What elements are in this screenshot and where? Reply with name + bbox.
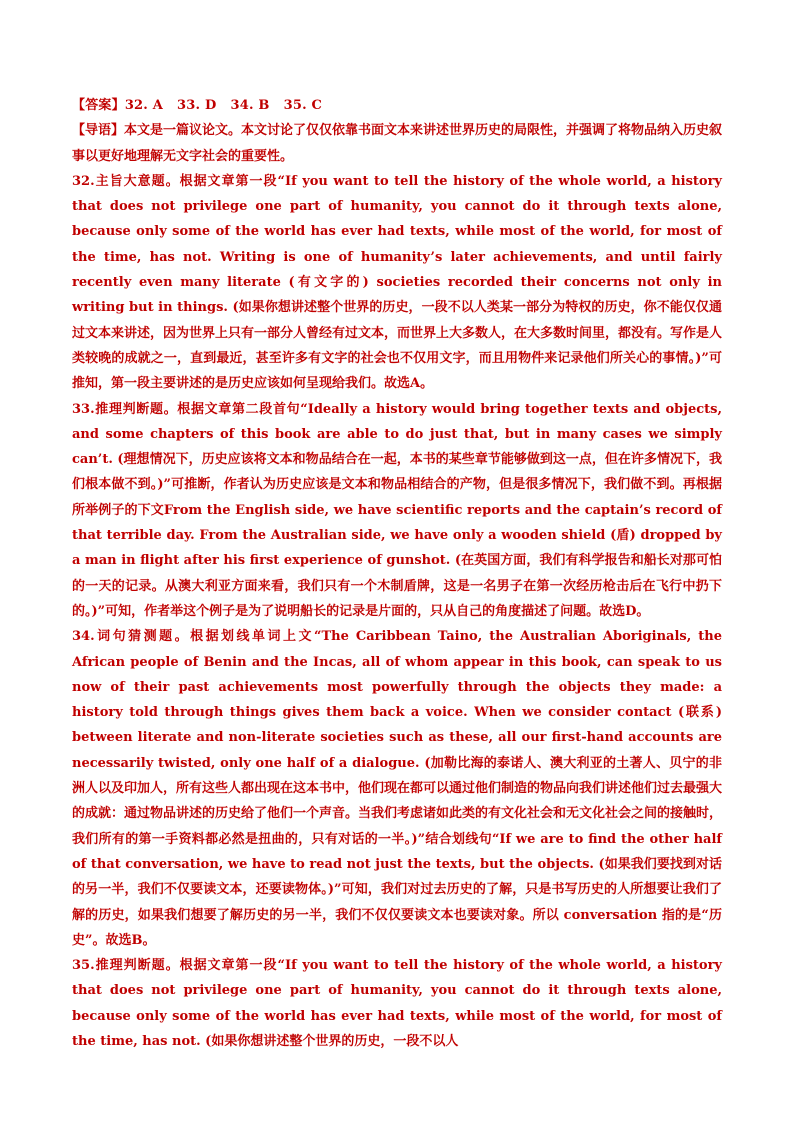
answer-explanation [72,93,722,1054]
explanation-35: 35.推理判断题。根据文章第一段“If you want to tell the history of the whole world, a history that does not privilege one part of humanity, you cannot do it through texts alone, because only some of the world has ever had texts, while most of the world, for most of the time, has not. (如果你想讲述整个世界的历史，一段不以人 [72,958,722,1049]
guide-paragraph: 【导语】本文是一篇议论文。本文讨论了仅仅依靠书面文本来讲述世界历史的局限性，并强调了将物品纳入历史叙事以更好地理解无文字社会的重要性。 [72,123,723,164]
answer-item: 33. D [177,98,217,113]
answer-item: 35. C [283,98,323,113]
answer-item: 32. A [124,98,164,113]
explanation-34: 34.词句猜测题。根据划线单词上文“The Caribbean Taino, the Australian Aboriginals, the African people of Benin and the Incas, all of whom appear in this book, can speak to us now of their past achievements most powerfully through the objects they made: a history told through things gives them back a voice. When we consider contact (联系) between literate and non-literate societies such as these, all our first-hand accounts are necessarily twisted, only one half of a dialogue. (加勒比海的泰诺人、澳大利亚的土著人、贝宁的非洲人以及印加人，所有这些人都出现在这本书中，他们现在都可以通过他们制造的物品向我们讲述他们过去最强大的成就：通过物品讲述的历史给了他们一个声音。当我们考虑诸如此类的有文化社会和无文化社会之间的接触时，我们所有的第一手资料都必然是扭曲的，只有对话的一半。)”结合划线句“If we are to find the other half of that conversation, we have to read not just the texts, but the objects. (如果我们要找到对话的另一半，我们不仅要读文本，还要读物体。)”可知，我们对过去历史的了解，只是书写历史的人所想要让我们了解的历史，如果我们想要了解历史的另一半，我们不仅仅要读文本也要读对象。所以 conversation 指的是“历史”。故选B。 [72,629,723,948]
answer-key-line [72,93,722,118]
answer-item: 34. B [230,98,270,113]
explanation-33: 33.推理判断题。根据文章第二段首句“Ideally a history would bring together texts and objects, and some chapters of this book are able to do just that, but in many cases we simply can’t. (理想情况下，历史应该将文本和物品结合在一起，本书的某些章节能够做到这一点，但在许多情况下，我们根本做不到。)”可推断，作者认为历史应该是文本和物品相结合的产物，但是很多情况下，我们做不到。再根据所举例子的下文From the English side, we have scientific reports and the captain’s record of that terrible day. From the Australian side, we have only a wooden shield (盾) dropped by a man in flight after his first experience of gunshot. (在英国方面，我们有科学报告和船长对那可怕的一天的记录。从澳大利亚方面来看，我们只有一个木制盾牌，这是一名男子在第一次经历枪击后在飞行中扔下的。)”可知，作者举这个例子是为了说明船长的记录是片面的，只从自己的角度描述了问题。故选D。 [72,401,722,619]
answer-key-label: 【答案】 [72,98,125,113]
explanation-32: 32.主旨大意题。根据文章第一段“If you want to tell the history of the whole world, a history that does not privilege one part of humanity, you cannot do it through texts alone, because only some of the world has ever had texts, while most of the world, for most of the time, has not. Writing is one of humanity’s later achievements, and until fairly recently even many literate (有文字的) societies recorded their concerns not only in writing but in things. (如果你想讲述整个世界的历史，一段不以人类某一部分为特权的历史，你不能仅仅通过文本来讲述，因为世界上只有一部分人曾经有过文本，而世界上大多数人，在大多数时间里，都没有。写作是人类较晚的成就之一，直到最近，甚至许多有文字的社会也不仅用文字，而且用物件来记录他们所关心的事情。)”可推知，第一段主要讲述的是历史应该如何呈现给我们。故选A。 [72,173,723,392]
